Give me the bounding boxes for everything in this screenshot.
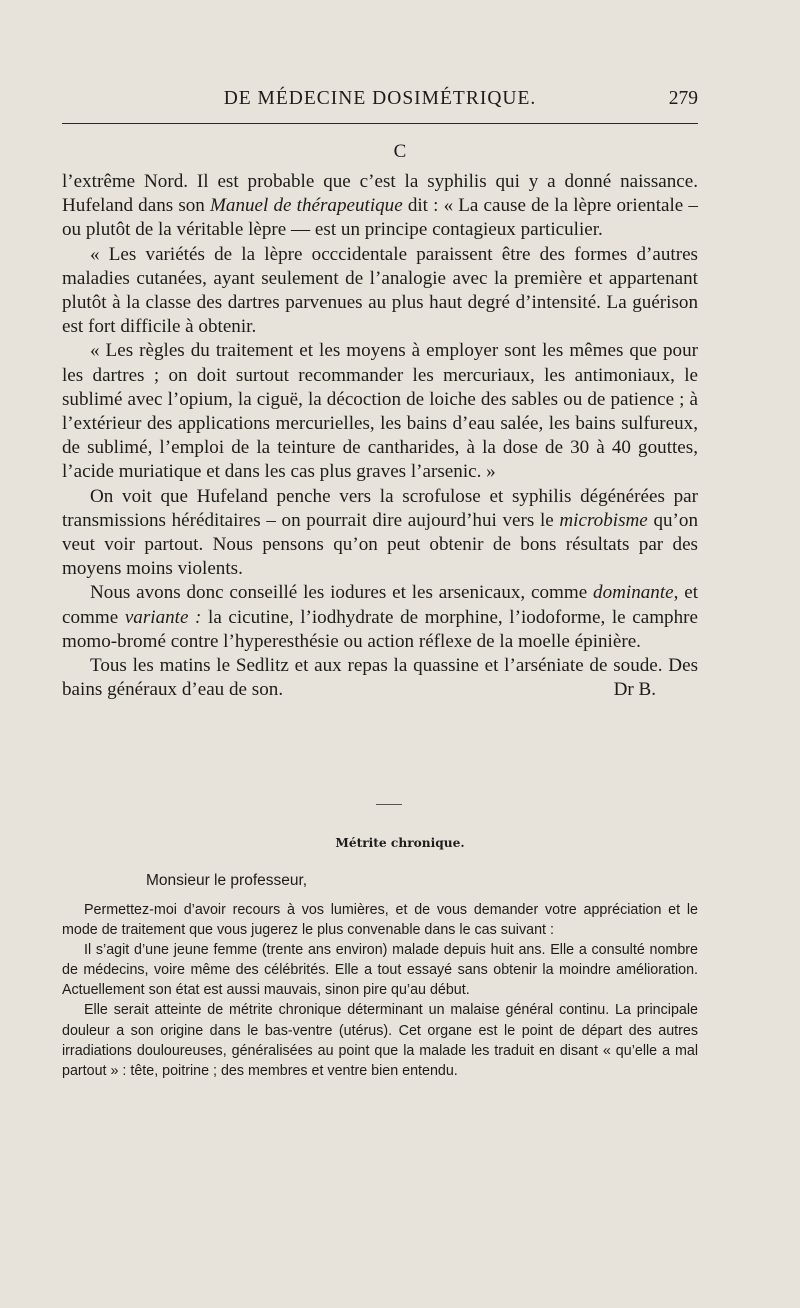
paragraph-1: l’extrême Nord. Il est probable que c’est la syphilis qui y a donné naissance. Hufeland dans son Manuel de thérapeutique dit : « La cause de la lèpre orientale – ou plutôt de la véritable lèpre — est un principe contagieux particulier. (62, 171, 698, 241)
section-divider (376, 804, 402, 805)
paragraph-6: Tous les matins le Sedlitz et aux repas la quassine et l’arséniate de soude. Des bains généraux d’eau de son. Dr B. (62, 654, 698, 702)
paragraph-3: « Les règles du traitement et les moyens à employer sont les mêmes que pour les dartres ; on doit surtout recommander les mercuriaux, les antimoniaux, le sublimé avec l’opium, la ciguë, la décoction de loiche des sables ou de patience ; à l’extérieur des applications mercurielles, les bains d’eau salée, les bains sulfureux, de sublimé, l’emploi de la teinture de cantharides, à la dose de 30 à 40 gouttes, l’acide muriatique et dans les cas plus graves l’arsenic. » (62, 340, 698, 483)
running-title: DE MÉDECINE DOSIMÉTRIQUE. (223, 88, 537, 109)
salutation: Monsieur le professeur, (146, 872, 308, 889)
section-title: Métrite chronique. (335, 836, 465, 850)
article-body (62, 170, 698, 702)
paragraph-2: « Les variétés de la lèpre occcidentale paraissent être des formes d’autres maladies cutanées, ayant seulement de l’analogie avec la première et appartenant plutôt à la classe des dartres parvenues au plus haut degré d’intensité. La guérison est fort difficile à obtenir. (62, 243, 698, 338)
page-header (62, 88, 698, 118)
letter-paragraph-3: Elle serait atteinte de métrite chronique déterminant un malaise général continu. La principale douleur a son origine dans le bas-ventre (utérus). Cet organe est le point de départ des autres irradiations douloureuses, généralisées au point que la malade les traduit en disant « qu’elle a mal partout » : tête, poitrine ; des membres et ventre bien entendu. (62, 1002, 698, 1079)
letter-paragraph-1: Permettez-moi d’avoir recours à vos lumières, et de vous demander votre appréciation et le mode de traitement que vous jugerez le plus convenable dans le cas suivant : (62, 902, 698, 939)
paragraph-5: Nous avons donc conseillé les iodures et les arsenicaux, comme dominante, et comme variante : la cicutine, l’iodhydrate de morphine, l’iodoforme, le camphre momo-bromé contre l’hyperesthésie ou action réflexe de la moelle épinière. (62, 582, 698, 652)
term-dominante: dominante (593, 582, 674, 604)
letter-paragraph-2: Il s’agit d’une jeune femme (trente ans environ) malade depuis huit ans. Elle a consulté nombre de médecins, voire même des célébrités. Elle a tout essayé sans obtenir la moindre amélioration. Actuellement son état est aussi mauvais, sinon pire qu’au début. (62, 942, 698, 999)
paragraph-4: On voit que Hufeland penche vers la scrofulose et syphilis dégénérées par transmissions héréditaires – on pourrait dire aujourd’hui vers le microbisme qu’on veut voir partout. Nous pensons qu’on peut obtenir de bons résultats par des moyens moins violents. (62, 485, 698, 580)
author-signature: Dr B. (613, 679, 656, 701)
header-rule (62, 123, 698, 124)
term-microbisme: microbisme (559, 509, 648, 531)
term-variante: variante : (124, 606, 202, 628)
signature-mark: C (393, 141, 407, 162)
book-title: Manuel de thérapeutique (210, 195, 403, 217)
page-number: 279 (668, 88, 698, 109)
letter-body (62, 900, 698, 1081)
